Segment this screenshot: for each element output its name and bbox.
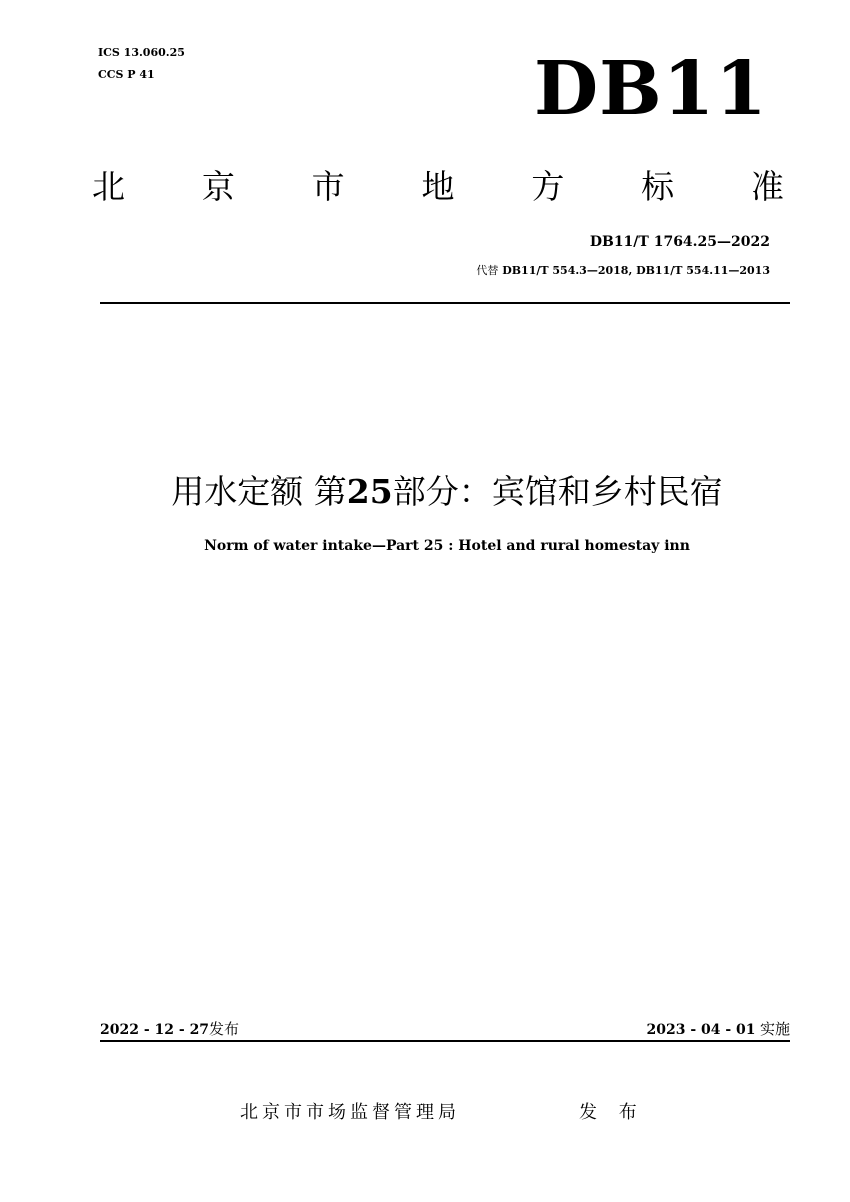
standard-type-title [92, 164, 784, 208]
document-title-cn [0, 466, 850, 513]
ics-code: ICS 13.060.25 [98, 46, 185, 59]
standard-type-char: 地 [421, 166, 455, 206]
replaces-label: 代替 [476, 264, 499, 277]
standard-type-char: 市 [311, 166, 345, 206]
standard-type-char: 方 [531, 166, 565, 206]
bottom-divider [100, 1040, 790, 1042]
publisher-name: 北京市市场监督管理局 [240, 1102, 460, 1123]
replaces-value: DB11/T 554.3—2018, DB11/T 554.11—2013 [502, 264, 770, 277]
standard-type-char: 京 [201, 166, 235, 206]
title-cn-before: 用水定额 第 [171, 472, 347, 511]
document-title-en: Norm of water intake—Part 25 : Hotel and rural homestay inn [204, 538, 690, 554]
standard-type-char: 北 [92, 166, 125, 206]
standard-type-char: 准 [750, 166, 784, 206]
ccs-code: CCS P 41 [98, 68, 155, 81]
replaces-line [476, 262, 770, 278]
implementation-date: 2023 - 04 - 01 [646, 1022, 756, 1038]
standard-type-char: 标 [641, 166, 675, 206]
title-cn-part-number: 25 [346, 472, 393, 511]
implementation-label: 实施 [759, 1020, 790, 1038]
db11-logo: DB11 [534, 46, 768, 132]
issue-date-line [100, 1018, 239, 1039]
publish-word: 发 布 [579, 1102, 645, 1123]
issue-label: 发布 [209, 1020, 240, 1038]
classification-codes [98, 42, 185, 86]
top-divider [100, 302, 790, 304]
title-cn-after: 部分：宾馆和乡村民宿 [392, 472, 723, 511]
issue-date: 2022 - 12 - 27 [100, 1022, 210, 1038]
standard-number: DB11/T 1764.25—2022 [589, 234, 770, 250]
implementation-date-line [646, 1018, 790, 1039]
